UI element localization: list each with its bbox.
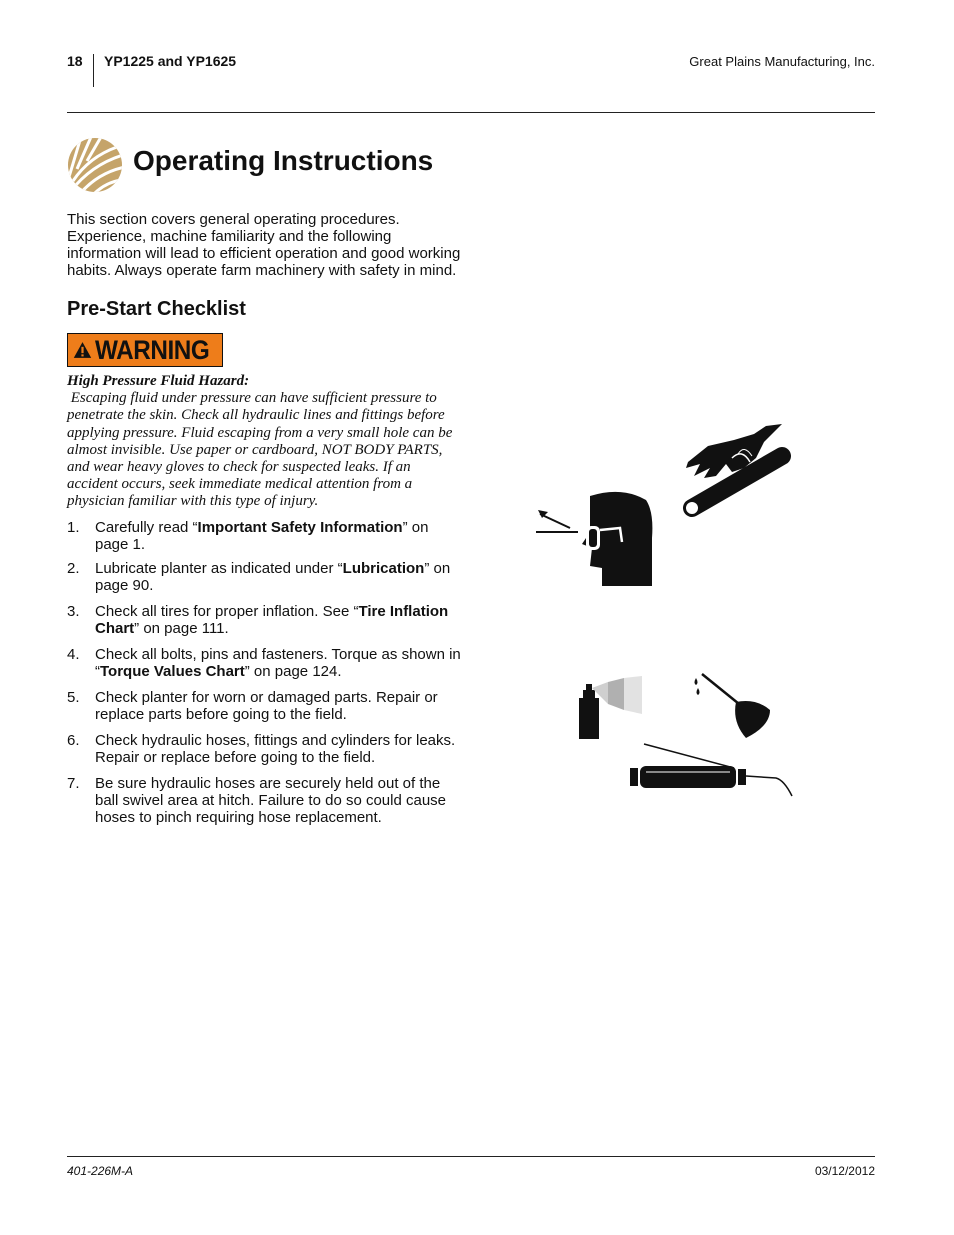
section-heading: Pre-Start Checklist bbox=[67, 298, 246, 320]
hand-leak-icon bbox=[685, 424, 782, 515]
header-divider bbox=[93, 54, 94, 87]
header-company: Great Plains Manufacturing, Inc. bbox=[689, 54, 875, 69]
warning-triangle-icon bbox=[73, 339, 92, 361]
doc-number: 401-226M-A bbox=[67, 1164, 134, 1178]
safety-illustration bbox=[520, 420, 820, 805]
footer-rule bbox=[67, 1156, 875, 1157]
list-item: 7. Be sure hydraulic hoses are securely held out of the ball swivel area at hitch. Failure to do so could cause hoses to pinch requiring hose replacement. bbox=[67, 775, 447, 826]
page-number: 18 bbox=[67, 53, 83, 69]
brand-logo-icon bbox=[67, 137, 123, 193]
warning-label bbox=[67, 333, 223, 367]
warning-text: WARNING bbox=[95, 334, 210, 365]
hazard-block bbox=[67, 373, 462, 511]
grease-gun-icon bbox=[630, 744, 792, 796]
hazard-title: High Pressure Fluid Hazard: bbox=[67, 373, 250, 389]
hazard-text: Escaping fluid under pressure can have sufficient pressure to penetrate the skin. Check all hydraulic lines and fittings before applying pressure. Fluid escaping from a very small hole can be almost invisible. Use paper or cardboard, NOT BODY PARTS, and wear heavy gloves to check for suspected leaks. If an accident occurs, seek immediate medical attention from a physician familiar with this type of injury. bbox=[67, 390, 453, 510]
list-item: 5. Check planter for worn or damaged parts. Repair or replace parts before going to the field. bbox=[67, 689, 438, 723]
header-rule bbox=[67, 112, 875, 113]
list-item: 3. Check all tires for proper inflation. See “Tire Inflation Chart” on page 111. bbox=[67, 603, 449, 637]
list-item: 1. Carefully read “Important Safety Information” on page 1. bbox=[67, 519, 429, 553]
doc-date: 03/12/2012 bbox=[814, 1164, 875, 1178]
list-item: 4. Check all bolts, pins and fasteners. Torque as shown in “Torque Values Chart” on page 124. bbox=[67, 646, 461, 680]
oil-can-icon bbox=[695, 674, 771, 738]
list-item: 6. Check hydraulic hoses, fittings and cylinders for leaks. Repair or replace before going to the field. bbox=[67, 732, 456, 766]
checklist-steps bbox=[67, 519, 462, 826]
intro-paragraph: This section covers general operating procedures. Experience, machine familiarity and the following information will lead to efficient operation and good working habits. Always operate farm machinery with safety in mind. bbox=[67, 211, 461, 279]
face-shield-icon bbox=[536, 492, 652, 586]
page-title: Operating Instructions bbox=[133, 145, 434, 176]
list-item: 2. Lubricate planter as indicated under “Lubrication” on page 90. bbox=[67, 560, 451, 594]
spray-can-icon bbox=[579, 676, 642, 739]
header-model: YP1225 and YP1625 bbox=[104, 53, 237, 69]
